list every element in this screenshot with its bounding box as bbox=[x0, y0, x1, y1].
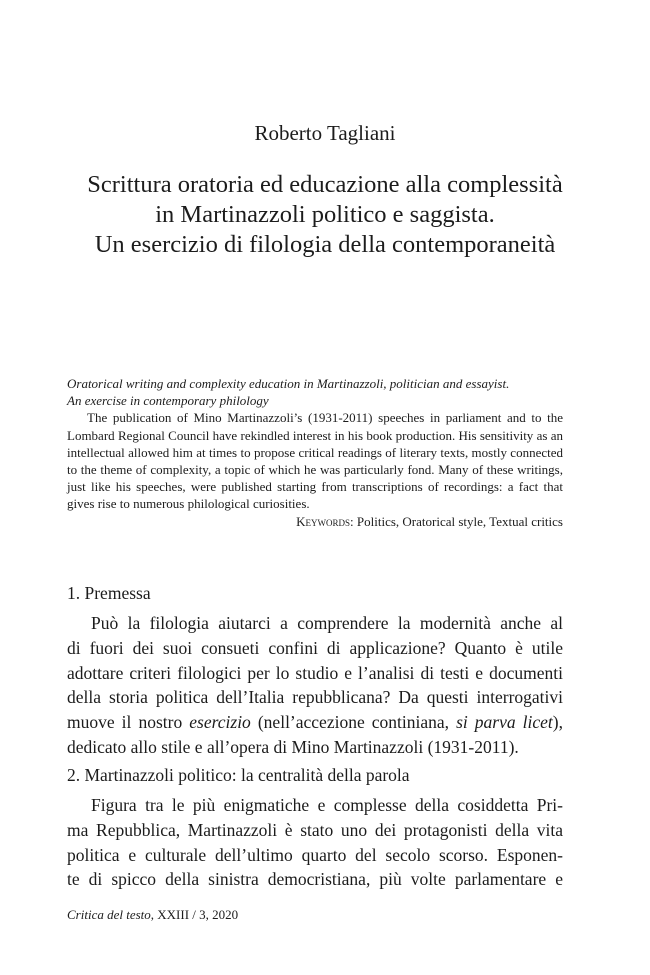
body-line: adottare criteri filologici per lo studio e l’analisi di testi e documenti bbox=[67, 662, 563, 683]
body-line: dedicato allo stile e all’opera di Mino Martinazzoli (1931-2011). bbox=[67, 736, 519, 757]
journal-issue: , XXIII / 3, 2020 bbox=[150, 907, 239, 922]
body-line: politica e culturale dell’ultimo quarto del secolo scorso. Esponen- bbox=[67, 844, 563, 865]
keywords-list: : Politics, Oratorical style, Textual critics bbox=[350, 513, 563, 529]
body-line bbox=[67, 710, 563, 735]
text-run-italic: si parva licet bbox=[456, 712, 553, 733]
article-title bbox=[60, 170, 590, 260]
body-line: di fuori dei suoi consueti confini di applicazione? Quanto è utile bbox=[67, 637, 563, 658]
section-premessa-body bbox=[67, 611, 563, 760]
abstract-title-line: Oratorical writing and complexity education in Martinazzoli, politician and essayist. bbox=[67, 376, 510, 391]
abstract-title-line: An exercise in contemporary philology bbox=[67, 393, 269, 409]
section-heading-martinazzoli: 2. Martinazzoli politico: la centralità della parola bbox=[67, 765, 410, 785]
title-line: Un esercizio di filologia della contemporaneità bbox=[94, 231, 556, 258]
title-line: Scrittura oratoria ed educazione alla complessità bbox=[87, 171, 563, 198]
abstract-text: The publication of Mino Martinazzoli’s (1931-2011) speeches in parliament and to the Lombard Regional Council have rekindled interest in his book production. His sensitivity as an intellectual allowed him at times to propose critical readings of literary texts, mostly connected to the theme of complexity, a topic of which he was particularly fond. Many of these writings, just like his speeches, were published starting from transcriptions of recordings: a fact that gives rise to numerous philological curiosities. bbox=[67, 410, 563, 512]
text-run: muove il nostro bbox=[67, 712, 190, 733]
body-line: della storia politica dell’Italia repubblicana? Da questi interrogativi bbox=[67, 687, 563, 708]
text-run: (nell’accezione continiana, bbox=[250, 712, 457, 733]
keywords-label: Keywords bbox=[296, 513, 351, 529]
body-line: te di spicco della sinistra democristiana, più volte parlamentare e bbox=[67, 869, 563, 890]
text-run: ), bbox=[552, 712, 563, 733]
page-footer bbox=[67, 907, 238, 923]
body-line: Figura tra le più enigmatiche e complesse della cosiddetta Pri- bbox=[91, 795, 563, 815]
section-martinazzoli-body bbox=[67, 793, 563, 892]
keywords bbox=[67, 513, 563, 530]
abstract bbox=[67, 375, 563, 530]
author-name: Roberto Tagliani bbox=[254, 121, 396, 145]
body-line: Può la filologia aiutarci a comprendere la modernità anche al bbox=[91, 613, 563, 633]
abstract-english-title bbox=[67, 375, 563, 409]
journal-name: Critica del testo bbox=[67, 907, 151, 922]
title-line: in Martinazzoli politico e saggista. bbox=[155, 201, 495, 228]
section-heading-premessa: 1. Premessa bbox=[67, 583, 151, 603]
text-run-italic: esercizio bbox=[189, 712, 251, 733]
body-line: ma Repubblica, Martinazzoli è stato uno dei protagonisti della vita bbox=[67, 819, 563, 840]
